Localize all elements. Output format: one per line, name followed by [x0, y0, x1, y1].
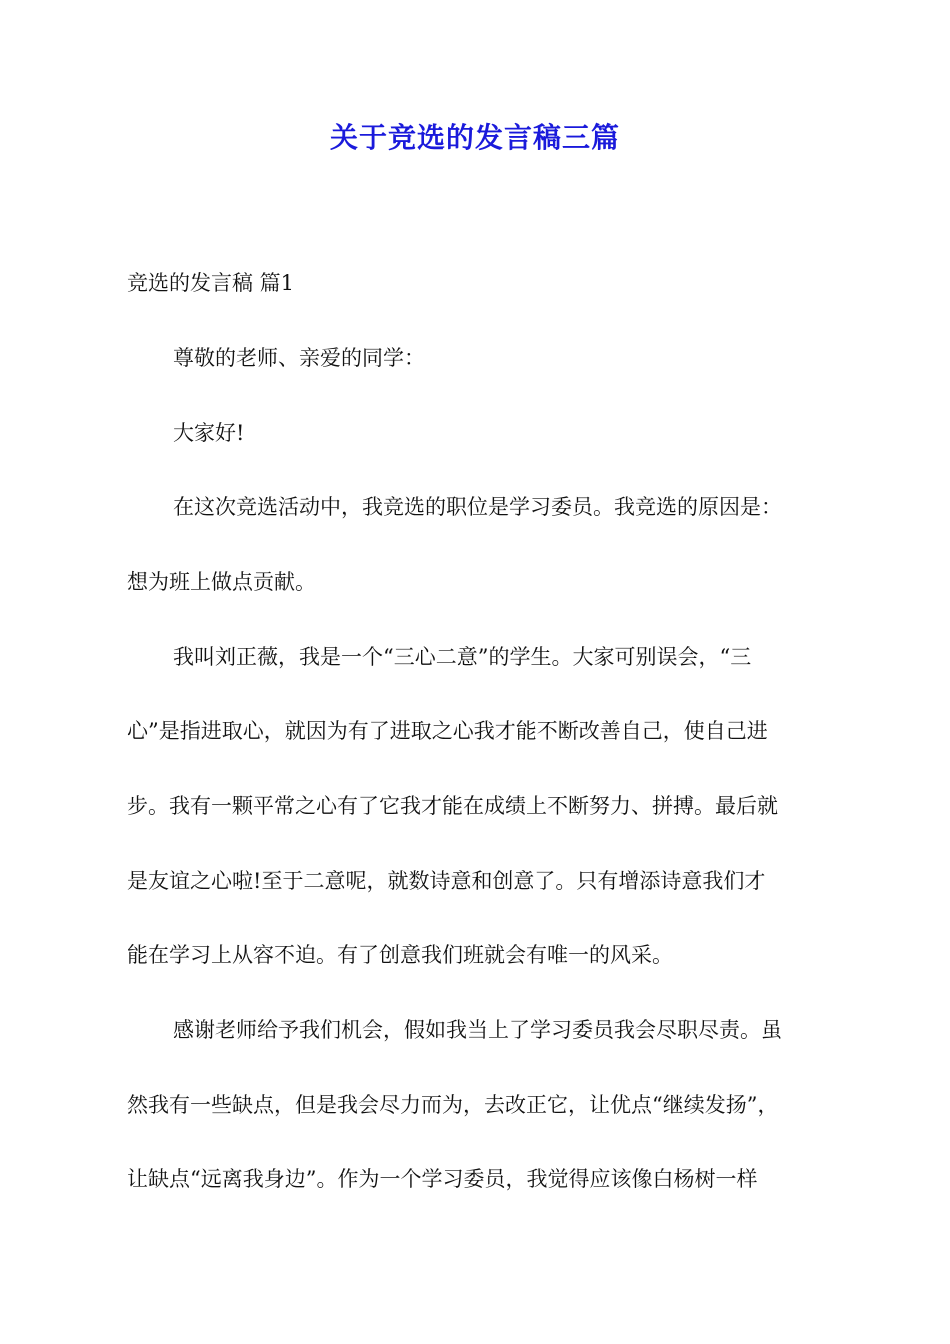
paragraph-line: 是友谊之心啦!至于二意呢，就数诗意和创意了。只有增添诗意我们才 — [127, 869, 766, 893]
paragraph-line: 我叫刘正薇，我是一个“三心二意”的学生。大家可别误会，“三 — [173, 645, 752, 669]
salutation-line: 尊敬的老师、亲爱的同学： — [173, 346, 425, 370]
paragraph-line: 心”是指进取心，就因为有了进取之心我才能不断改善自己，使自己进 — [127, 719, 768, 743]
paragraph-line: 然我有一些缺点，但是我会尽力而为，去改正它，让优点“继续发扬”， — [127, 1093, 779, 1117]
paragraph-line: 在这次竞选活动中，我竞选的职位是学习委员。我竞选的原因是： — [173, 495, 782, 519]
document-title: 关于竞选的发言稿三篇 — [329, 121, 620, 154]
greeting-line: 大家好! — [173, 421, 245, 445]
paragraph-line: 感谢老师给予我们机会，假如我当上了学习委员我会尽职尽责。虽 — [173, 1018, 782, 1042]
section-heading: 竞选的发言稿 篇1 — [127, 271, 295, 295]
paragraph-line: 步。我有一颗平常之心有了它我才能在成绩上不断努力、拼搏。最后就 — [127, 794, 778, 818]
paragraph-line: 让缺点“远离我身边”。作为一个学习委员，我觉得应该像白杨树一样 — [127, 1167, 758, 1191]
paragraph-line: 想为班上做点贡献。 — [127, 570, 316, 594]
paragraph-line: 能在学习上从容不迫。有了创意我们班就会有唯一的风采。 — [127, 943, 673, 967]
